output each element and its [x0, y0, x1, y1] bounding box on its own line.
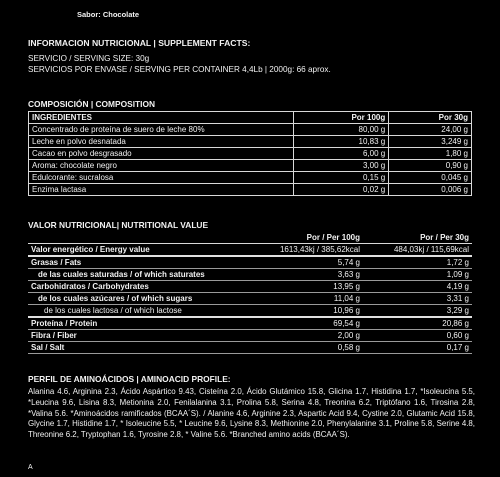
per-30g-value: 0,006 g	[389, 184, 472, 196]
per-30g-value: 0,045 g	[389, 172, 472, 184]
nutrient-label: Carbohidratos / Carbohydrates	[28, 281, 238, 293]
nutrition-row	[28, 281, 472, 293]
nutrition-title: VALOR NUTRICIONAL| NUTRITIONAL VALUE	[28, 220, 209, 230]
per-100g-value: 3,00 g	[293, 160, 389, 172]
amino-profile-text: Alanina 4.6, Arginina 2.3, Ácido Aspártico 9.43, Cisteína 2.0, Ácido Glutámico 15.8, Glicina 1.7, Histidina 1.7, *Isoleucina 5.5, *Leucina 9.6, Lisina 8.3, Metionina 2.0, Fenilalanina 3.1, Prolina 5.8, Serina 4.8, Treonina 6.2, Triptófano 1.6, Tirosina 2.8, *Valina 5.6. *Aminoácidos ramificados (BCAA´S). / Alanine 4.6, Arginine 2.3, Aspartic Acid 9.4, Cystine 2.0, Glutamic Acid 15.8, Glycine 1.7, Histidine 1.7, * Isoleucine 5.5, * Leucine 9.6, Lysine 8.3, Methionine 2.0, Phenylalanine 3.1, Proline 5.8, Serine 4.8, Threonine 6.2, Tryptophan 1.6, Tyrosine 2.8, * Valine 5.6. *Branched amino acids (BCAA´S).	[28, 387, 475, 439]
per-30g-value: 0,17 g	[363, 342, 472, 354]
nutrition-row	[28, 305, 472, 318]
per-30g-value: 20,86 g	[363, 317, 472, 330]
per-100g-value: 0,15 g	[293, 172, 389, 184]
per-30g-value: 1,80 g	[389, 148, 472, 160]
per-30g-value: 0,90 g	[389, 160, 472, 172]
nutrient-label: Sal / Salt	[28, 342, 238, 354]
supplement-facts-title: INFORMACION NUTRICIONAL | SUPPLEMENT FACTS:	[28, 38, 251, 48]
ingredient-name: Cacao en polvo desgrasado	[29, 148, 294, 160]
composition-header-row	[29, 112, 472, 124]
serving-size: SERVICIO / SERVING SIZE: 30g	[28, 54, 150, 63]
per-100g-value: 5,74 g	[238, 256, 363, 269]
per-30g-header: Por / Per 30g	[363, 232, 472, 244]
ingredients-header: INGREDIENTES	[29, 112, 294, 124]
composition-row	[29, 172, 472, 184]
ingredient-name: Leche en polvo desnatada	[29, 136, 294, 148]
nutrition-header-empty	[28, 232, 238, 244]
footer-mark: A	[28, 464, 33, 471]
per-100g-value: 10,96 g	[238, 305, 363, 318]
per-100g-value: 0,58 g	[238, 342, 363, 354]
per-30g-value: 3,29 g	[363, 305, 472, 318]
per-100g-value: 0,02 g	[293, 184, 389, 196]
servings-per-container: SERVICIOS POR ENVASE / SERVING PER CONTAINER 4,4Lb | 2000g: 66 aprox.	[28, 65, 331, 74]
nutrition-row	[28, 293, 472, 305]
per-100g-value: 80,00 g	[293, 124, 389, 136]
per-100g-value: 3,63 g	[238, 269, 363, 281]
nutrition-row	[28, 244, 472, 257]
per-30g-value: 0,60 g	[363, 330, 472, 342]
per-100g-value: 1613,43kj / 385,62kcal	[238, 244, 363, 257]
composition-row	[29, 160, 472, 172]
ingredient-name: Edulcorante: sucralosa	[29, 172, 294, 184]
per-100g-value: 6,00 g	[293, 148, 389, 160]
per-30g-value: 3,249 g	[389, 136, 472, 148]
flavor-label: Sabor: Chocolate	[77, 10, 140, 19]
nutrition-header-row	[28, 232, 472, 244]
per-30g-value: 484,03kj / 115,69kcal	[363, 244, 472, 257]
per-100g-header: Por / Per 100g	[238, 232, 363, 244]
composition-title: COMPOSICIÓN | COMPOSITION	[28, 99, 156, 109]
nutrition-row	[28, 330, 472, 342]
per-30g-value: 24,00 g	[389, 124, 472, 136]
nutrient-label: Fibra / Fiber	[28, 330, 238, 342]
nutrition-row	[28, 342, 472, 354]
composition-table	[28, 111, 472, 196]
ingredient-name: Enzima lactasa	[29, 184, 294, 196]
per-30g-header: Por 30g	[389, 112, 472, 124]
per-30g-value: 4,19 g	[363, 281, 472, 293]
per-100g-value: 11,04 g	[238, 293, 363, 305]
per-30g-value: 3,31 g	[363, 293, 472, 305]
nutrient-label: de las cuales saturadas / of which saturates	[28, 269, 238, 281]
nutrition-table	[28, 232, 472, 354]
per-100g-value: 2,00 g	[238, 330, 363, 342]
amino-title: PERFIL DE AMINOÁCIDOS | AMINOACID PROFILE:	[28, 374, 231, 384]
composition-row	[29, 148, 472, 160]
per-100g-value: 13,95 g	[238, 281, 363, 293]
per-100g-value: 10,83 g	[293, 136, 389, 148]
composition-row	[29, 184, 472, 196]
ingredient-name: Aroma: chocolate negro	[29, 160, 294, 172]
per-30g-value: 1,09 g	[363, 269, 472, 281]
nutrient-label: Valor energético / Energy value	[28, 244, 238, 257]
nutrition-row	[28, 256, 472, 269]
nutrient-label: Grasas / Fats	[28, 256, 238, 269]
nutrient-label: de los cuales lactosa / of which lactose	[28, 305, 238, 318]
per-30g-value: 1,72 g	[363, 256, 472, 269]
per-100g-value: 69,54 g	[238, 317, 363, 330]
nutrient-label: de los cuales azúcares / of which sugars	[28, 293, 238, 305]
nutrition-row	[28, 269, 472, 281]
ingredient-name: Concentrado de proteína de suero de leche 80%	[29, 124, 294, 136]
nutrition-row	[28, 317, 472, 330]
per-100g-header: Por 100g	[293, 112, 389, 124]
composition-row	[29, 136, 472, 148]
nutrient-label: Proteína / Protein	[28, 317, 238, 330]
composition-row	[29, 124, 472, 136]
